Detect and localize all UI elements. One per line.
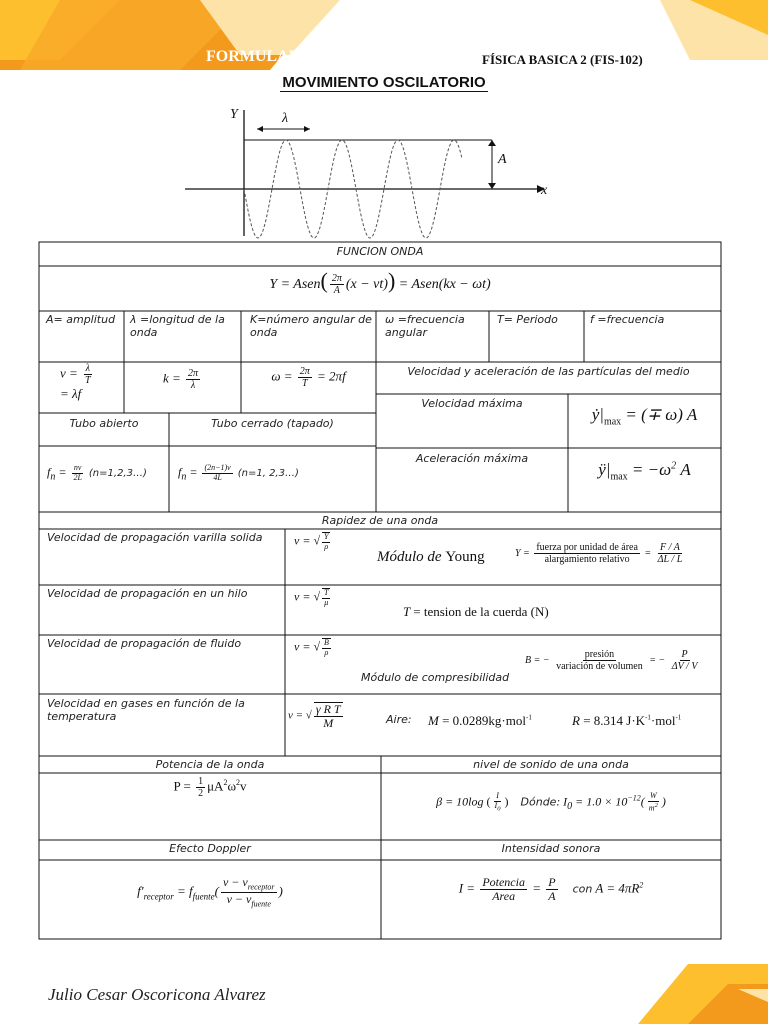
varilla-label: Velocidad de propagación varilla solida (47, 531, 263, 544)
header-decoration (0, 0, 768, 80)
wave-diagram (0, 100, 768, 250)
potencia-header: Potencia de la onda (155, 758, 265, 771)
doppler-header: Efecto Doppler (169, 842, 251, 855)
funcion-onda-header: FUNCION ONDA (336, 245, 424, 258)
gas-constant: R = 8.314 $J\cdot K^{-1}\cdot mol^{-1}$ (572, 713, 682, 728)
intensidad-header: Intensidad sonora (501, 842, 601, 855)
hilo-label: Velocidad de propagación en un hilo (47, 587, 248, 600)
tubo-cerrado-label: Tubo cerrado (tapado) (211, 417, 334, 430)
vel-max-label: Velocidad máxima (421, 397, 523, 410)
young-formula: Y = $\frac{\text{fuerza por unidad de área}}{\text{alargamiento relativo}}$ = $\frac{F / A}{\Delta L / L}$ (515, 542, 683, 565)
author-signature: Julio Cesar Oscoricona Alvarez (48, 985, 266, 1004)
def-amplitude: A= amplitud (46, 313, 116, 326)
open-tube-formula: $f_n$ = $\frac{nv}{2L}$ (n=1,2,3…) (47, 463, 147, 483)
lambda-label: λ (282, 111, 289, 126)
gases-label: Velocidad en gases en función de la temperatura (47, 697, 245, 723)
doppler-formula: $f'_{receptor} = f_{fuente}$( $\frac{v - v_{receptor}}{v - v_{fuente}}$ ) (137, 875, 283, 909)
varilla-formula: v = √ $\frac{Y}{\rho}$ (294, 532, 329, 551)
y-axis-label: Y (230, 107, 238, 122)
def-omega: ω =frecuencia angular (385, 313, 465, 339)
header-label: FORMULARIO (206, 48, 319, 65)
tension-label: T = tension de la cuerda (N) (403, 604, 549, 619)
gases-formula: v = √ $\frac{\text{γ R T}}{M}$ (288, 702, 341, 731)
course-label: FÍSICA BASICA 2 (FIS-102) (482, 52, 643, 67)
bulk-formula: B = − $\frac{\text{presión}}{\text{variación de volumen}}$ = − $\frac{P}{\Delta V / V}$ (525, 649, 698, 672)
sound-level-formula: β = 10log ( $\frac{I}{I_0}$ ) Dónde: $I_0 = 1.0 \times 10^{-12}$( $\frac{W}{m^2}$ ) (436, 791, 666, 813)
x-axis-label: x (541, 183, 548, 198)
rapidez-header: Rapidez de una onda (321, 514, 439, 527)
compres-label: Módulo de compresibilidad (361, 671, 510, 684)
closed-tube-formula: $f_n$ = $\frac{(2n-1)v}{4L}$ (n=1, 2,3…) (178, 463, 299, 483)
tubo-abierto-label: Tubo abierto (69, 417, 139, 430)
intensity-formula: I = $\frac{\text{Potencia}}{\text{Area}}$ = $\frac{P}{A}$ con $A = 4\pi R^2$ (458, 875, 644, 904)
def-period: T= Periodo (497, 313, 558, 326)
def-lambda: λ =longitud de la onda (130, 313, 225, 339)
def-k: K=número angular de onda (250, 313, 372, 339)
wave-equation: Y = Asen( $\frac{2\pi}{A}$ (x − vt)) = Asen(kx − ωt) (269, 268, 491, 297)
power-formula: P = $\frac{1}{2}$ $\mu A^2\omega^2v$ (173, 776, 247, 799)
vel-max-formula: $ẏ|_{max}$ = (∓ ω) A (591, 405, 698, 428)
velocity-formula: v = $\frac{\lambda}{T}$ = λf (60, 363, 91, 401)
aire-label: Aire: (386, 713, 412, 726)
hilo-formula: v = √ $\frac{T}{\mu}$ (294, 588, 329, 607)
acc-max-label: Aceleración máxima (415, 452, 529, 465)
amplitude-label: A (498, 152, 507, 167)
molar-mass: M = 0.0289kg·mol$^{-1}$ (428, 713, 532, 728)
page-title: MOVIMIENTO OSCILATORIO (282, 74, 486, 91)
acc-max-formula: $ÿ|_{max} = -\omega^2$ A (598, 460, 691, 483)
young-label: Módulo de Young (377, 549, 485, 565)
fluido-formula: v = √ $\frac{B}{\rho}$ (294, 638, 329, 657)
def-frequency: f =frecuencia (590, 313, 665, 326)
nivel-header: nivel de sonido de una onda (473, 758, 629, 771)
k-formula: k = $\frac{2\pi}{\lambda}$ (162, 368, 199, 391)
omega-formula: ω = $\frac{2\pi}{T}$ = 2πf (271, 366, 346, 389)
footer-decoration (628, 954, 768, 1024)
fluido-label: Velocidad de propagación de fluido (47, 637, 242, 650)
vel-acc-header: Velocidad y aceleración de las partículas del medio (407, 365, 690, 378)
